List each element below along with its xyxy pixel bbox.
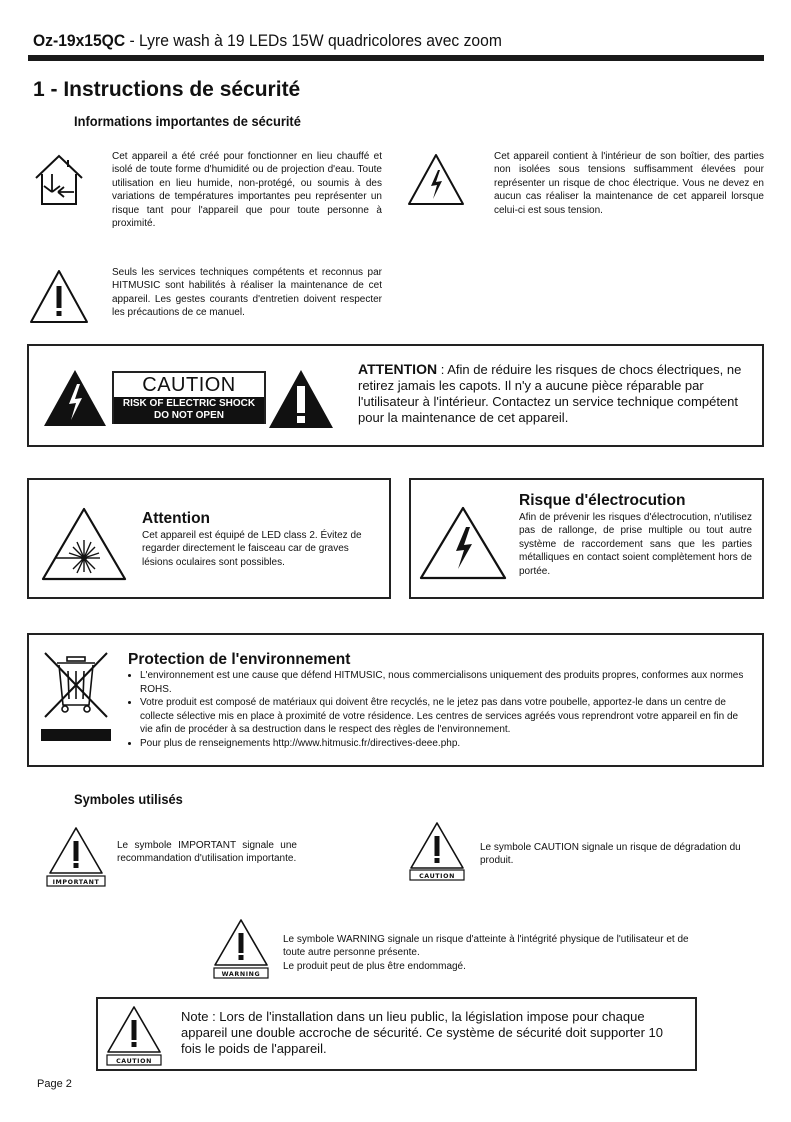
attention-body: : Afin de réduire les risques de chocs électriques, ne retirez jamais les capots. Il n'y a aucune pièce réparable par l'utilisateur à l'intérieur. Contactez un service technique compétent pour la maintenance de cet appareil. [358, 362, 742, 425]
shock-triangle-icon [42, 368, 108, 428]
model-name: Oz-19x15QC [33, 31, 126, 50]
electrocution-icon [418, 505, 508, 581]
document-header [33, 31, 705, 51]
header-subtitle: - Lyre wash à 19 LEDs 15W quadricolores avec zoom [125, 31, 502, 50]
environment-item: • Pour plus de renseignements http://www.hitmusic.fr/directives-deee.php. [140, 737, 748, 751]
caution-label-line1: RISK OF ELECTRIC SHOCK [122, 398, 256, 409]
page-number: Page 2 [37, 1078, 72, 1090]
section-title: 1 - Instructions de sécurité [33, 78, 301, 101]
environment-item: • L'environnement est une cause que défend HITMUSIC, nous commercialisons uniquement des produits propres, conformes aux normes ROHS. [140, 669, 748, 696]
led-warning-title: Attention [142, 510, 211, 527]
caution-tag: CAUTION [419, 873, 455, 880]
symbols-title: Symboles utilisés [74, 791, 183, 807]
environment-item: • Votre produit est composé de matériaux qui doivent être recyclés, ne le jetez pas dans votre poubelle, apportez-le dans un centre de collecte sélective mis en place à proximité de votre résidence. Les centres de services agréés vous reprendront votre appareil en fin de vie afin de procéder à sa destruction dans le respect des règles de l'environnement. [140, 696, 748, 737]
electrocution-title: Risque d'électrocution [519, 492, 686, 509]
installation-note-text: Note : Lors de l'installation dans un lieu public, la législation impose pour chaque appareil une double accroche de sécurité. Ce système de sécurité doit supporter 10 fois le poids de l'appareil. [181, 1009, 664, 1056]
environment-title: Protection de l'environnement [128, 651, 351, 668]
weee-bin-icon [41, 651, 111, 743]
high-voltage-warning-icon [406, 152, 466, 208]
subsection-title: Informations importantes de sécurité [74, 113, 301, 129]
voltage-text: Cet appareil contient à l'intérieur de son boîtier, des parties non isolées sous tensions suffisamment élevées pour représenter un risque de choc électrique. Vous ne devez en aucun cas réaliser la maintenance de cet appareil lorsque celui-ci est sous tension. [494, 151, 764, 216]
note-caution-icon [103, 1004, 165, 1068]
laser-radiation-icon [40, 506, 128, 582]
attention-word: ATTENTION [358, 361, 438, 377]
important-symbol-icon [45, 825, 107, 889]
caution-symbol-icon [406, 820, 468, 884]
caution-label-word: CAUTION [142, 374, 236, 396]
warning-text-line: Le produit peut de plus être endommagé. [283, 960, 466, 972]
important-symbol-text: Le symbole IMPORTANT signale une recommandation d'utilisation importante. [117, 840, 297, 865]
indoor-house-icon [28, 152, 90, 210]
warning-text-line: Le symbole WARNING signale un risque d'atteinte à l'intégrité physique de l'utilisateur et de toute autre personne présente. [283, 934, 689, 959]
header-rule [28, 55, 764, 61]
electrocution-text: Afin de prévenir les risques d'électrocution, n'utilisez pas de rallonge, de prise multiple ou tout autre système de raccordement sans que les parties métalliques en contact soient complètement hors de portée. [519, 512, 752, 577]
caution-label-band [114, 397, 264, 424]
exclamation-warning-icon [28, 268, 90, 326]
led-warning-text: Cet appareil est équipé de LED class 2. Évitez de regarder directement le faisceau car de graves lésions oculaires sont possibles. [142, 530, 362, 568]
warning-tag: WARNING [221, 971, 261, 978]
environment-list [128, 669, 748, 751]
service-text: Seuls les services techniques compétents et reconnus par HITMUSIC sont habilités à réaliser la maintenance de cet appareil. Les gestes courants d'entretien doivent respecter les précautions de ce manuel. [112, 267, 382, 319]
note-tag: CAUTION [116, 1058, 152, 1065]
caution-label [112, 371, 266, 424]
warning-symbol-icon [210, 917, 272, 981]
attention-text [358, 361, 746, 426]
caution-label-line2: DO NOT OPEN [153, 410, 224, 421]
indoor-use-text: Cet appareil a été créé pour fonctionner en lieu chauffé et isolé de toute forme d'humidité ou de projection d'eau. Toute utilisation en lieu humide, non-protégé, ou soumis à des variations de températures importantes peu représenter un risque tant pour l'appareil que pour toute personne à proximité. [112, 151, 382, 230]
warning-symbol-text [283, 933, 693, 973]
caution-symbol-text: Le symbole CAUTION signale un risque de dégradation du produit. [480, 842, 741, 867]
exclamation-triangle-icon [267, 368, 335, 430]
important-tag: IMPORTANT [52, 879, 100, 886]
